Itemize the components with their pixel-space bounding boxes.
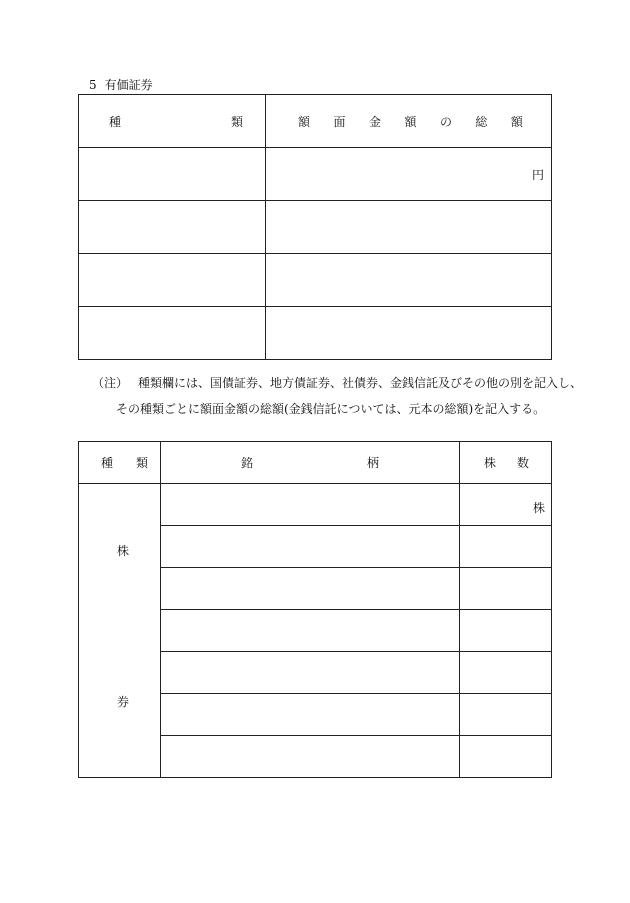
yen-unit: 円: [531, 167, 544, 182]
section-title: 有価証券: [104, 78, 153, 92]
header-share-count: 株 数: [460, 442, 552, 484]
header-kind: 種 類: [79, 95, 266, 148]
kind-input-cell[interactable]: [79, 307, 266, 360]
securities-header-row: [79, 95, 552, 148]
amount-input-cell[interactable]: [266, 307, 552, 360]
brand-input-cell[interactable]: [161, 568, 460, 610]
brand-input-cell[interactable]: [161, 694, 460, 736]
amount-input-cell[interactable]: [266, 201, 552, 254]
count-input-cell[interactable]: [460, 694, 552, 736]
note: [92, 370, 582, 422]
stocks-table: [78, 441, 552, 778]
count-input-cell[interactable]: [460, 484, 552, 526]
brand-input-cell[interactable]: [161, 610, 460, 652]
count-input-cell[interactable]: [460, 610, 552, 652]
count-input-cell[interactable]: [460, 568, 552, 610]
brand-input-cell[interactable]: [161, 526, 460, 568]
count-input-cell[interactable]: [460, 526, 552, 568]
stocks-header-row: [79, 442, 552, 484]
kind-input-cell[interactable]: [79, 201, 266, 254]
count-input-cell[interactable]: [460, 736, 552, 778]
table-row: [79, 254, 552, 307]
kind-label-bottom: 券: [117, 695, 130, 709]
header-brand: 銘 柄: [161, 442, 460, 484]
section-number: 5: [89, 78, 97, 92]
brand-input-cell[interactable]: [161, 484, 460, 526]
kind-input-cell[interactable]: [79, 254, 266, 307]
header-kind: 種 類: [79, 442, 161, 484]
brand-input-cell[interactable]: [161, 652, 460, 694]
section-heading: [89, 78, 153, 92]
count-input-cell[interactable]: [460, 652, 552, 694]
share-unit: 株: [532, 501, 545, 515]
stock-kind-cell: [79, 484, 161, 778]
table-row: [79, 307, 552, 360]
table-row: [79, 148, 552, 201]
note-mark: （注）: [92, 376, 129, 390]
amount-input-cell[interactable]: [266, 254, 552, 307]
securities-table: [78, 94, 552, 360]
note-line-2: その種類ごとに額面金額の総額(金銭信託については、元本の総額)を記入する。: [116, 402, 546, 416]
brand-input-cell[interactable]: [161, 736, 460, 778]
kind-input-cell[interactable]: [79, 148, 266, 201]
header-face-total: 額 面 金 額 の 総 額: [266, 95, 552, 148]
note-line-1: （注） 種類欄には、国債証券、地方債証券、社債券、金銭信託及びその他の別を記入し、: [92, 376, 583, 390]
table-row: [79, 201, 552, 254]
amount-input-cell[interactable]: [266, 148, 552, 201]
kind-label-top: 株: [117, 544, 130, 558]
table-row: [79, 484, 552, 526]
